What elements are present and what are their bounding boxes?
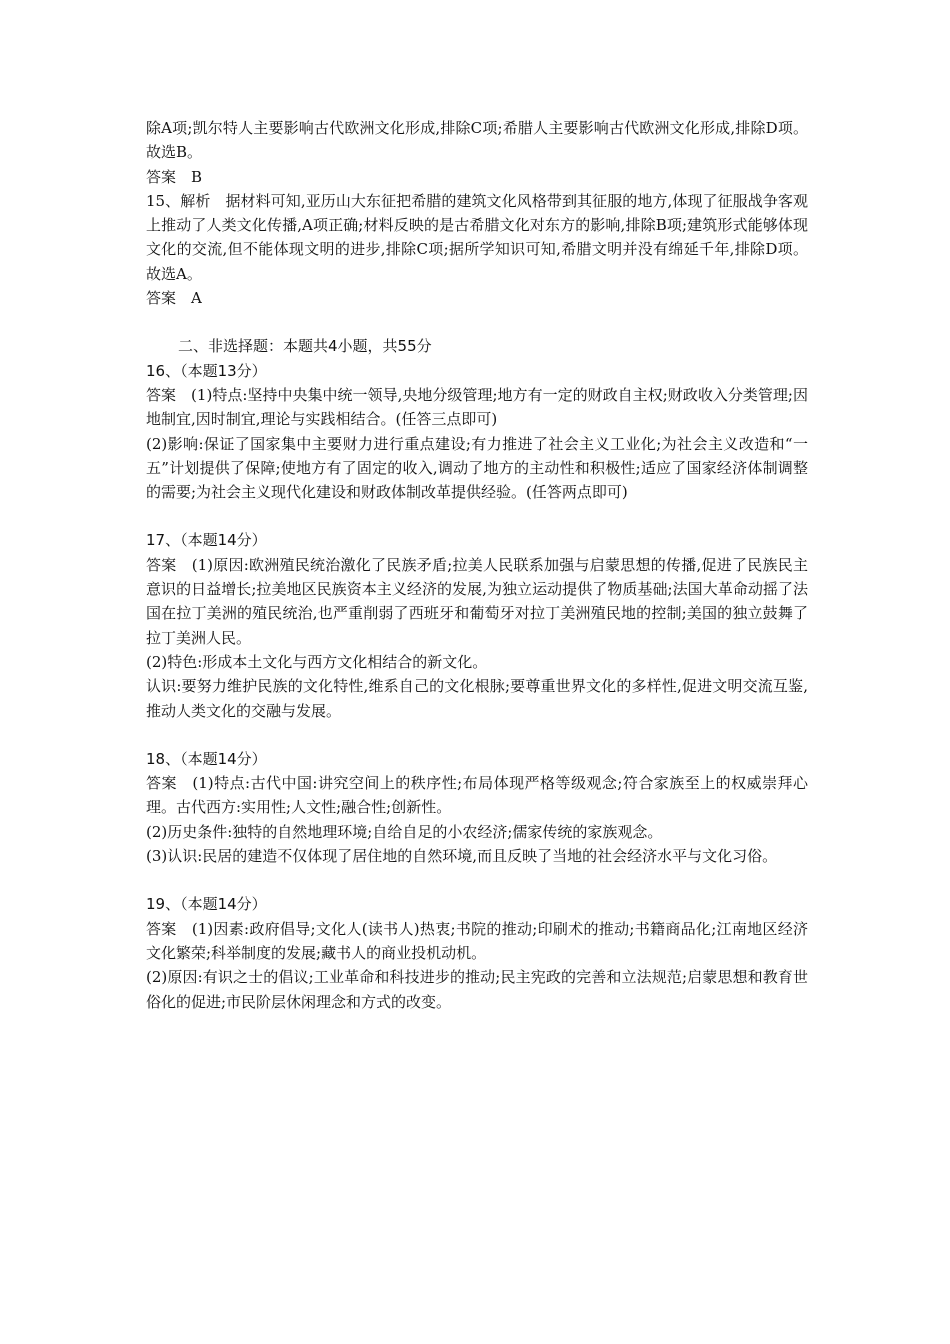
q16-part2: (2)影响:保证了国家集中主要财力进行重点建设;有力推进了社会主义工业化;为社会主义改造和“一五”计划提供了保障;使地方有了固定的收入,调动了地方的主动性和积极性;适应了国家经济体制调整的需要;为社会主义现代化建设和财政体制改革提供经验。(任答两点即可) (146, 434, 808, 502)
q18-part3: (3)认识:民居的建造不仅体现了居住地的自然环境,而且反映了当地的社会经济水平与文化习俗。 (146, 847, 778, 866)
section-title: 二、非选择题：本题共4小题，共55分 (178, 337, 432, 356)
q19-heading: 19、（本题14分） (146, 895, 267, 914)
document-page (146, 116, 808, 1014)
q14-answer: 答案 B (146, 167, 203, 186)
q17-heading: 17、（本题14分） (146, 531, 267, 550)
q17-part2: (2)特色:形成本土文化与西方文化相结合的新文化。 (146, 652, 488, 671)
q18-part2: (2)历史条件:独特的自然地理环境;自给自足的小农经济;儒家传统的家族观念。 (146, 822, 663, 841)
spacer (146, 868, 808, 892)
q14-analysis-tail: 除A项;凯尔特人主要影响古代欧洲文化形成,排除C项;希腊人主要影响古代欧洲文化形成,排除D项。故选B。 (146, 119, 808, 162)
q18-heading: 18、（本题14分） (146, 749, 267, 768)
q18-part1: 答案 (1)特点:古代中国:讲究空间上的秩序性;布局体现严格等级观念;符合家族至上的权威崇拜心理。古代西方:实用性;人文性;融合性;创新性。 (146, 774, 808, 817)
q16-part1: 答案 (1)特点:坚持中央集中统一领导,央地分级管理;地方有一定的财政自主权;财政收入分类管理;因地制宜,因时制宜,理论与实践相结合。(任答三点即可) (146, 385, 808, 429)
spacer (146, 310, 808, 334)
spacer (146, 723, 808, 747)
q17-part3: 认识:要努力维护民族的文化特性,维系自己的文化根脉;要尊重世界文化的多样性,促进文明交流互鉴,推动人类文化的交融与发展。 (146, 677, 808, 720)
q17-part1: 答案 (1)原因:欧洲殖民统治激化了民族矛盾;拉美人民联系加强与启蒙思想的传播,促进了民族民主意识的日益增长;拉美地区民族资本主义经济的发展,为独立运动提供了物质基础;法国大革命动摇了法国在拉丁美洲的殖民统治,也严重削弱了西班牙和葡萄牙对拉丁美洲殖民地的控制;美国的独立鼓舞了拉丁美洲人民。 (146, 555, 808, 647)
q15-analysis: 15、解析 据材料可知,亚历山大东征把希腊的建筑文化风格带到其征服的地方,体现了征服战争客观上推动了人类文化传播,A项正确;材料反映的是古希腊文化对东方的影响,排除B项;建筑形式能够体现文化的交流,但不能体现文明的进步,排除C项;据所学知识可知,希腊文明并没有绵延千年,排除D项。故选A。 (146, 191, 808, 283)
q16-heading: 16、（本题13分） (146, 361, 267, 380)
q15-answer: 答案 A (146, 289, 202, 308)
spacer (146, 504, 808, 528)
q19-part1: 答案 (1)因素:政府倡导;文化人(读书人)热衷;书院的推动;印刷术的推动;书籍商品化;江南地区经济文化繁荣;科举制度的发展;藏书人的商业投机动机。 (146, 919, 808, 962)
q19-part2: (2)原因:有识之士的倡议;工业革命和科技进步的推动;民主宪政的完善和立法规范;启蒙思想和教育世俗化的促进;市民阶层休闲理念和方式的改变。 (146, 968, 808, 1011)
